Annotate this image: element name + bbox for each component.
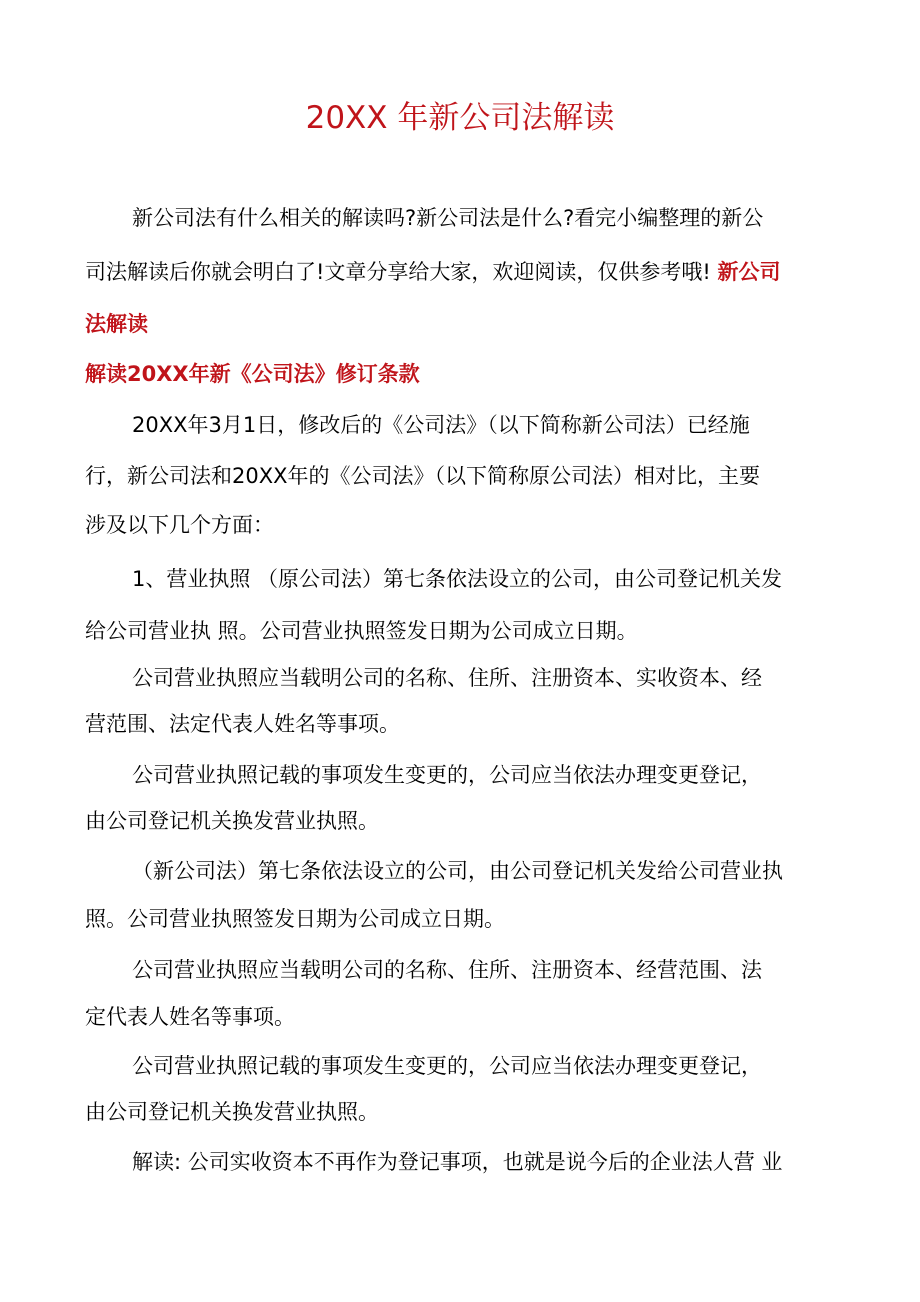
para-6-line-2: 定代表人姓名等事项。: [85, 1005, 295, 1029]
para-2-line-1: 1、营业执照 （原公司法）第七条依法设立的公司，由公司登记机关发: [132, 567, 783, 591]
para-1-line-1: 20XX年3月1日，修改后的《公司法》（以下简称新公司法）已经施: [132, 413, 750, 437]
para-1-line-3: 涉及以下几个方面：: [85, 513, 274, 537]
para-3-line-2: 营范围、法定代表人姓名等事项。: [85, 712, 400, 736]
para-1-line-2: 行，新公司法和20XX年的《公司法》（以下简称原公司法）相对比，主要: [85, 464, 760, 488]
intro-line-2: [85, 257, 781, 287]
section-heading: 解读20XX年新《公司法》修订条款: [85, 362, 420, 386]
para-4-line-2: 由公司登记机关换发营业执照。: [85, 809, 379, 833]
para-2-line-2: 给公司营业执 照。公司营业执照签发日期为公司成立日期。: [85, 619, 638, 643]
intro-line-1: 新公司法有什么相关的解读吗?新公司法是什么?看完小编整理的新公: [132, 206, 764, 230]
para-5-line-2: 照。公司营业执照签发日期为公司成立日期。: [85, 907, 505, 931]
para-7-line-2: 由公司登记机关换发营业执照。: [85, 1100, 379, 1124]
para-7-line-1: 公司营业执照记载的事项发生变更的，公司应当依法办理变更登记，: [132, 1054, 762, 1078]
para-6-line-1: 公司营业执照应当载明公司的名称、住所、注册资本、经营范围、法: [132, 958, 762, 982]
intro-link-part-1[interactable]: 新公司: [717, 260, 781, 284]
para-4-line-1: 公司营业执照记载的事项发生变更的，公司应当依法办理变更登记，: [132, 763, 762, 787]
intro-link-part-2[interactable]: 法解读: [85, 312, 148, 336]
para-5-line-1: （新公司法）第七条依法设立的公司，由公司登记机关发给公司营业执: [132, 859, 783, 883]
page-title: 20XX 年新公司法解读: [305, 100, 615, 136]
para-8-line-1: 解读: 公司实收资本不再作为登记事项，也就是说今后的企业法人营 业: [132, 1150, 783, 1174]
para-3-line-1: 公司营业执照应当载明公司的名称、住所、注册资本、实收资本、经: [132, 666, 762, 690]
intro-line-2-text: 司法解读后你就会明白了!文章分享给大家，欢迎阅读，仅供参考哦!: [85, 260, 718, 284]
